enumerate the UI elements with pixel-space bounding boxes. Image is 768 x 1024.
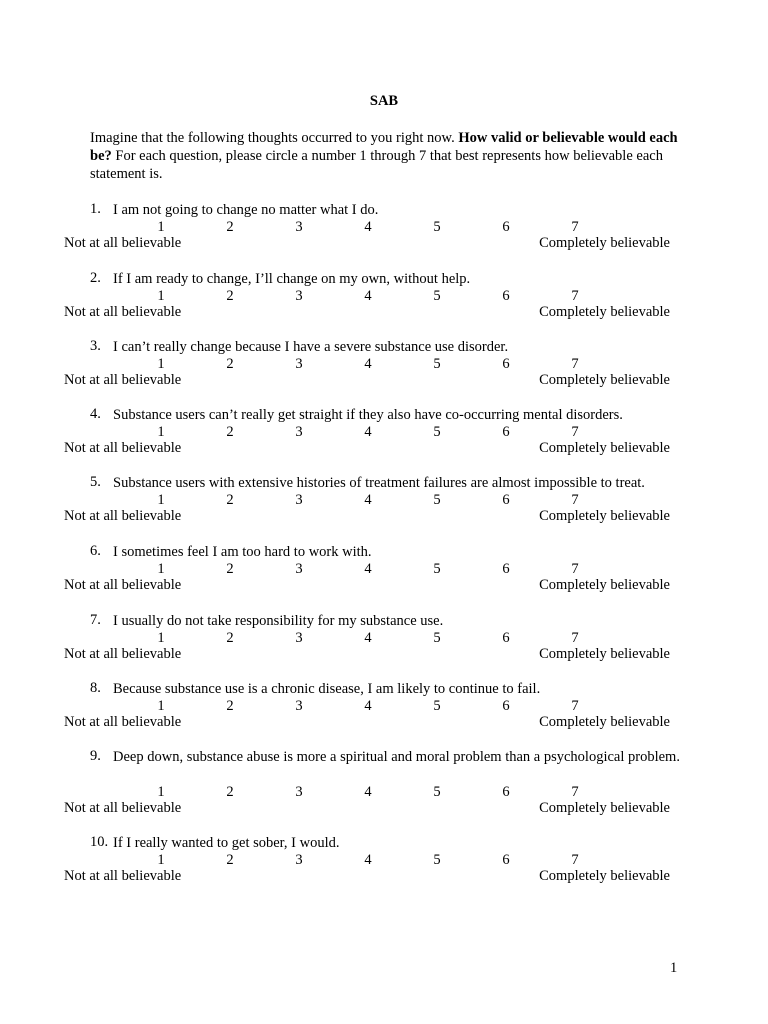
rating-option-1[interactable]: 1 <box>157 424 165 440</box>
rating-option-1[interactable]: 1 <box>157 698 165 714</box>
scale-anchors <box>0 714 768 731</box>
rating-option-7[interactable]: 7 <box>571 784 579 800</box>
instructions <box>90 129 680 183</box>
question-item <box>0 612 768 663</box>
high-anchor-label: Completely believable <box>539 800 670 816</box>
rating-option-6[interactable]: 6 <box>502 288 510 304</box>
question-text: I sometimes feel I am too hard to work with. <box>113 544 372 560</box>
rating-option-2[interactable]: 2 <box>226 356 234 372</box>
question-row <box>0 201 768 219</box>
rating-option-5[interactable]: 5 <box>433 288 441 304</box>
question-item <box>0 270 768 321</box>
rating-option-1[interactable]: 1 <box>157 288 165 304</box>
rating-option-7[interactable]: 7 <box>571 288 579 304</box>
high-anchor-label: Completely believable <box>539 577 670 593</box>
question-item <box>0 406 768 457</box>
high-anchor-label: Completely believable <box>539 646 670 662</box>
rating-option-3[interactable]: 3 <box>295 492 303 508</box>
rating-option-7[interactable]: 7 <box>571 698 579 714</box>
rating-option-2[interactable]: 2 <box>226 852 234 868</box>
question-item <box>0 474 768 525</box>
rating-option-6[interactable]: 6 <box>502 561 510 577</box>
rating-option-3[interactable]: 3 <box>295 356 303 372</box>
rating-option-4[interactable]: 4 <box>364 288 372 304</box>
rating-option-7[interactable]: 7 <box>571 630 579 646</box>
rating-option-4[interactable]: 4 <box>364 698 372 714</box>
rating-option-7[interactable]: 7 <box>571 852 579 868</box>
rating-scale <box>0 630 768 646</box>
question-text: If I am ready to change, I’ll change on my own, without help. <box>113 271 471 287</box>
question-text: I can’t really change because I have a severe substance use disorder. <box>113 339 509 355</box>
rating-scale <box>0 288 768 304</box>
rating-scale <box>0 356 768 372</box>
question-row <box>0 748 768 784</box>
rating-scale <box>0 561 768 577</box>
question-row <box>0 680 768 698</box>
rating-option-5[interactable]: 5 <box>433 492 441 508</box>
rating-option-3[interactable]: 3 <box>295 219 303 235</box>
rating-scale <box>0 424 768 440</box>
rating-option-2[interactable]: 2 <box>226 288 234 304</box>
rating-option-2[interactable]: 2 <box>226 219 234 235</box>
rating-option-6[interactable]: 6 <box>502 630 510 646</box>
rating-option-4[interactable]: 4 <box>364 356 372 372</box>
instructions-question: How valid or believable would each be? <box>90 130 678 164</box>
question-text: I usually do not take responsibility for my substance use. <box>113 613 444 629</box>
question-number: 9. <box>90 748 101 764</box>
rating-scale <box>0 219 768 235</box>
question-number: 2. <box>90 270 101 286</box>
rating-scale <box>0 492 768 508</box>
rating-option-6[interactable]: 6 <box>502 852 510 868</box>
scale-anchors <box>0 800 768 817</box>
rating-option-3[interactable]: 3 <box>295 698 303 714</box>
question-text: Deep down, substance abuse is more a spiritual and moral problem than a psychological problem. <box>113 749 680 765</box>
scale-anchors <box>0 372 768 389</box>
scale-anchors <box>0 577 768 594</box>
rating-option-1[interactable]: 1 <box>157 630 165 646</box>
rating-scale <box>0 698 768 714</box>
rating-option-3[interactable]: 3 <box>295 288 303 304</box>
question-number: 4. <box>90 406 101 422</box>
question-text: Substance users with extensive histories of treatment failures are almost impossible to treat. <box>113 475 645 491</box>
rating-option-3[interactable]: 3 <box>295 784 303 800</box>
rating-option-1[interactable]: 1 <box>157 492 165 508</box>
question-row <box>0 338 768 356</box>
rating-option-2[interactable]: 2 <box>226 698 234 714</box>
question-row <box>0 612 768 630</box>
rating-option-5[interactable]: 5 <box>433 356 441 372</box>
question-item <box>0 680 768 731</box>
rating-option-6[interactable]: 6 <box>502 356 510 372</box>
question-item <box>0 201 768 252</box>
rating-option-1[interactable]: 1 <box>157 784 165 800</box>
rating-option-6[interactable]: 6 <box>502 784 510 800</box>
rating-option-4[interactable]: 4 <box>364 219 372 235</box>
question-text: Because substance use is a chronic disease, I am likely to continue to fail. <box>113 681 541 697</box>
rating-option-3[interactable]: 3 <box>295 630 303 646</box>
rating-option-5[interactable]: 5 <box>433 630 441 646</box>
rating-option-4[interactable]: 4 <box>364 561 372 577</box>
question-number: 7. <box>90 612 101 628</box>
rating-option-6[interactable]: 6 <box>502 698 510 714</box>
rating-option-2[interactable]: 2 <box>226 561 234 577</box>
question-item <box>0 748 768 817</box>
rating-option-3[interactable]: 3 <box>295 424 303 440</box>
question-text: I am not going to change no matter what I do. <box>113 202 379 218</box>
rating-option-1[interactable]: 1 <box>157 219 165 235</box>
high-anchor-label: Completely believable <box>539 714 670 730</box>
high-anchor-label: Completely believable <box>539 508 670 524</box>
scale-anchors <box>0 646 768 663</box>
question-number: 1. <box>90 201 101 217</box>
question-text: If I really wanted to get sober, I would. <box>113 835 340 851</box>
high-anchor-label: Completely believable <box>539 235 670 251</box>
high-anchor-label: Completely believable <box>539 372 670 388</box>
rating-option-7[interactable]: 7 <box>571 561 579 577</box>
question-number: 6. <box>90 543 101 559</box>
rating-option-6[interactable]: 6 <box>502 492 510 508</box>
scale-anchors <box>0 304 768 321</box>
rating-option-4[interactable]: 4 <box>364 852 372 868</box>
rating-option-4[interactable]: 4 <box>364 492 372 508</box>
instructions-text-end: For each question, please circle a number 1 through 7 that best represents how believable each statement is. <box>90 148 663 182</box>
question-item <box>0 338 768 389</box>
rating-scale <box>0 784 768 800</box>
scale-anchors <box>0 508 768 525</box>
low-anchor-label: Not at all believable <box>64 577 182 593</box>
rating-option-7[interactable]: 7 <box>571 492 579 508</box>
rating-option-2[interactable]: 2 <box>226 630 234 646</box>
low-anchor-label: Not at all believable <box>64 508 182 524</box>
rating-option-1[interactable]: 1 <box>157 852 165 868</box>
high-anchor-label: Completely believable <box>539 440 670 456</box>
rating-option-1[interactable]: 1 <box>157 356 165 372</box>
rating-option-7[interactable]: 7 <box>571 219 579 235</box>
question-row <box>0 543 768 561</box>
rating-option-5[interactable]: 5 <box>433 424 441 440</box>
rating-option-5[interactable]: 5 <box>433 698 441 714</box>
high-anchor-label: Completely believable <box>539 868 670 884</box>
rating-option-1[interactable]: 1 <box>157 561 165 577</box>
rating-option-5[interactable]: 5 <box>433 561 441 577</box>
low-anchor-label: Not at all believable <box>64 714 182 730</box>
low-anchor-label: Not at all believable <box>64 646 182 662</box>
rating-option-3[interactable]: 3 <box>295 561 303 577</box>
rating-option-6[interactable]: 6 <box>502 424 510 440</box>
rating-scale <box>0 852 768 868</box>
high-anchor-label: Completely believable <box>539 304 670 320</box>
low-anchor-label: Not at all believable <box>64 372 182 388</box>
low-anchor-label: Not at all believable <box>64 868 182 884</box>
question-row <box>0 406 768 424</box>
question-row <box>0 270 768 288</box>
question-item <box>0 834 768 885</box>
question-row <box>0 474 768 492</box>
question-number: 5. <box>90 474 101 490</box>
scale-anchors <box>0 868 768 885</box>
question-number: 3. <box>90 338 101 354</box>
question-number: 10. <box>90 834 109 850</box>
rating-option-5[interactable]: 5 <box>433 219 441 235</box>
rating-option-4[interactable]: 4 <box>364 424 372 440</box>
low-anchor-label: Not at all believable <box>64 440 182 456</box>
rating-option-5[interactable]: 5 <box>433 852 441 868</box>
rating-option-2[interactable]: 2 <box>226 784 234 800</box>
rating-option-4[interactable]: 4 <box>364 784 372 800</box>
rating-option-2[interactable]: 2 <box>226 424 234 440</box>
question-row <box>0 834 768 852</box>
rating-option-5[interactable]: 5 <box>433 784 441 800</box>
low-anchor-label: Not at all believable <box>64 800 182 816</box>
low-anchor-label: Not at all believable <box>64 304 182 320</box>
rating-option-7[interactable]: 7 <box>571 356 579 372</box>
instructions-text: Imagine that the following thoughts occurred to you right now. <box>90 130 459 146</box>
rating-option-7[interactable]: 7 <box>571 424 579 440</box>
rating-option-4[interactable]: 4 <box>364 630 372 646</box>
rating-option-2[interactable]: 2 <box>226 492 234 508</box>
document-title: SAB <box>369 93 399 109</box>
question-text: Substance users can’t really get straight if they also have co-occurring mental disorders. <box>113 407 623 423</box>
scale-anchors <box>0 440 768 457</box>
rating-option-6[interactable]: 6 <box>502 219 510 235</box>
page-number: 1 <box>670 960 678 976</box>
question-number: 8. <box>90 680 101 696</box>
question-item <box>0 543 768 594</box>
scale-anchors <box>0 235 768 252</box>
low-anchor-label: Not at all believable <box>64 235 182 251</box>
rating-option-3[interactable]: 3 <box>295 852 303 868</box>
